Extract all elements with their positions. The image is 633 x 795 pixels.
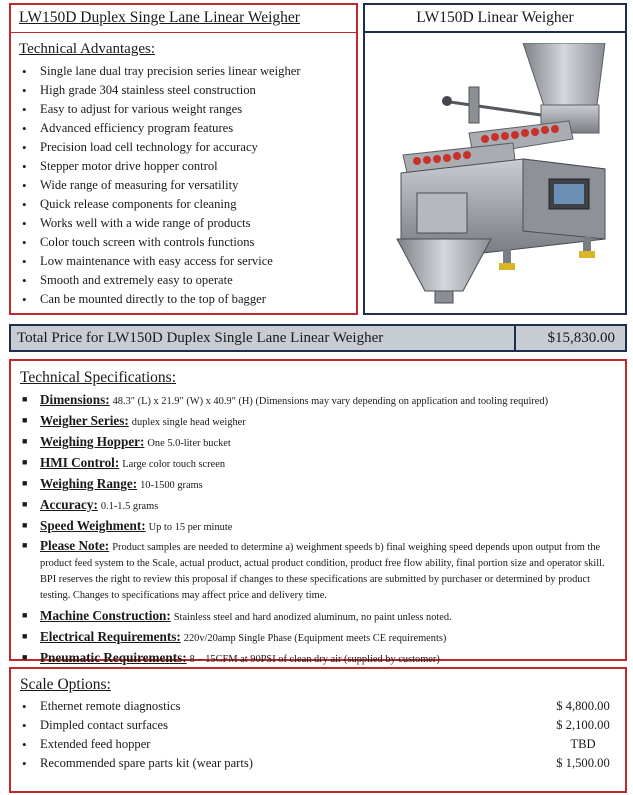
advantages-heading: Technical Advantages: [19, 41, 155, 57]
total-price-value: $15,830.00 [514, 326, 625, 350]
advantage-item: • Stepper motor drive hopper control [11, 157, 356, 176]
spec-item-weighing-range [11, 474, 625, 495]
scale-options-list [11, 697, 625, 773]
spec-value: One 5.0-liter bucket [147, 438, 231, 449]
spec-item-pneumatic-requirements [11, 648, 625, 669]
advantage-item: • Precision load cell technology for accuracy [11, 138, 356, 157]
spec-label: Speed Weighment: [40, 518, 146, 533]
spec-value: Up to 15 per minute [148, 522, 233, 533]
option-price: TBD [570, 737, 596, 751]
advantage-item: • Advanced efficiency program features [11, 119, 356, 138]
spec-item-speed-weighment [11, 516, 625, 537]
specifications-list [11, 390, 625, 669]
option-item [11, 697, 625, 716]
spec-value: 220v/20amp Single Phase (Equipment meets CE requirements) [183, 633, 447, 644]
spec-label: HMI Control: [40, 455, 120, 470]
option-name: • Dimpled contact surfaces [40, 718, 168, 732]
advantage-item: • Wide range of measuring for versatility [11, 176, 356, 195]
total-price-bar [9, 324, 627, 352]
scale-options-panel [9, 667, 627, 793]
spec-item-accuracy [11, 495, 625, 516]
spec-item-please-note [11, 537, 625, 606]
advantage-item: • Works well with a wide range of products [11, 214, 356, 233]
option-name: • Extended feed hopper [40, 737, 151, 751]
total-price-label: Total Price for LW150D Duplex Single Lane Linear Weigher [17, 330, 384, 346]
spec-label: Please Note: [40, 538, 110, 553]
technical-advantages-panel [9, 3, 358, 315]
spec-item-weigher-series [11, 411, 625, 432]
advantage-item: • High grade 304 stainless steel construction [11, 81, 356, 100]
scale-options-heading: Scale Options: [20, 676, 111, 693]
product-header-title: LW150D Duplex Singe Lane Linear Weigher [11, 5, 356, 33]
spec-value: 48.3" (L) x 21.9" (W) x 40.9" (H) (Dimensions may vary depending on application and tooling required) [112, 396, 549, 407]
option-name: • Ethernet remote diagnostics [40, 699, 181, 713]
option-item [11, 754, 625, 773]
product-image-panel [363, 3, 627, 315]
spec-value: 8 – 15CFM at 90PSI of clean dry air (supplied by customer) [189, 654, 440, 665]
advantage-item: • Quick release components for cleaning [11, 195, 356, 214]
advantage-item: • Smooth and extremely easy to operate [11, 271, 356, 290]
specifications-heading: Technical Specifications: [20, 369, 177, 386]
option-name: • Recommended spare parts kit (wear parts) [40, 756, 253, 770]
linear-weigher-image [373, 43, 619, 309]
advantage-item: • Color touch screen with controls functions [11, 233, 356, 252]
advantage-item: • Low maintenance with easy access for service [11, 252, 356, 271]
spec-value: Stainless steel and hard anodized aluminum, no paint unless noted. [173, 612, 452, 623]
option-price: $ 1,500.00 [556, 756, 610, 770]
option-price: $ 2,100.00 [556, 718, 610, 732]
advantage-item: • Can be mounted directly to the top of bagger [11, 290, 356, 309]
advantage-item: • Single lane dual tray precision series linear weigher [11, 62, 356, 81]
spec-label: Weighing Hopper: [40, 434, 145, 449]
spec-label: Weigher Series: [40, 413, 129, 428]
spec-item-machine-construction [11, 606, 625, 627]
spec-item-weighing-hopper [11, 432, 625, 453]
advantages-list [11, 62, 356, 309]
spec-value: 0.1-1.5 grams [100, 501, 159, 512]
spec-item-dimensions [11, 390, 625, 411]
option-item [11, 735, 625, 754]
spec-item-electrical-requirements [11, 627, 625, 648]
spec-value: 10-1500 grams [140, 480, 203, 491]
spec-label: Machine Construction: [40, 608, 171, 623]
technical-specifications-panel [9, 359, 627, 665]
option-price: $ 4,800.00 [556, 699, 610, 713]
advantage-item: • Easy to adjust for various weight ranges [11, 100, 356, 119]
spec-label: Pneumatic Requirements: [40, 650, 187, 665]
spec-label: Electrical Requirements: [40, 629, 181, 644]
option-item [11, 716, 625, 735]
spec-value: Product samples are needed to determine a) weighment speeds b) final weighing speed depends upon output from the product feed system to the Scale, actual product, actual product condition, product free flow ability, final portion size and operator skill. BPI reserves the right to review this proposal if changes to these specifications are submitted by purchaser or determined by product testing. Changes to specifications may affect price and delivery time. [40, 542, 605, 601]
spec-label: Weighing Range: [40, 476, 138, 491]
spec-value: Large color touch screen [122, 459, 226, 470]
product-image-title: LW150D Linear Weigher [365, 5, 625, 33]
spec-label: Accuracy: [40, 497, 98, 512]
spec-item-hmi-control [11, 453, 625, 474]
spec-value: duplex single head weigher [131, 417, 246, 428]
spec-label: Dimensions: [40, 392, 110, 407]
